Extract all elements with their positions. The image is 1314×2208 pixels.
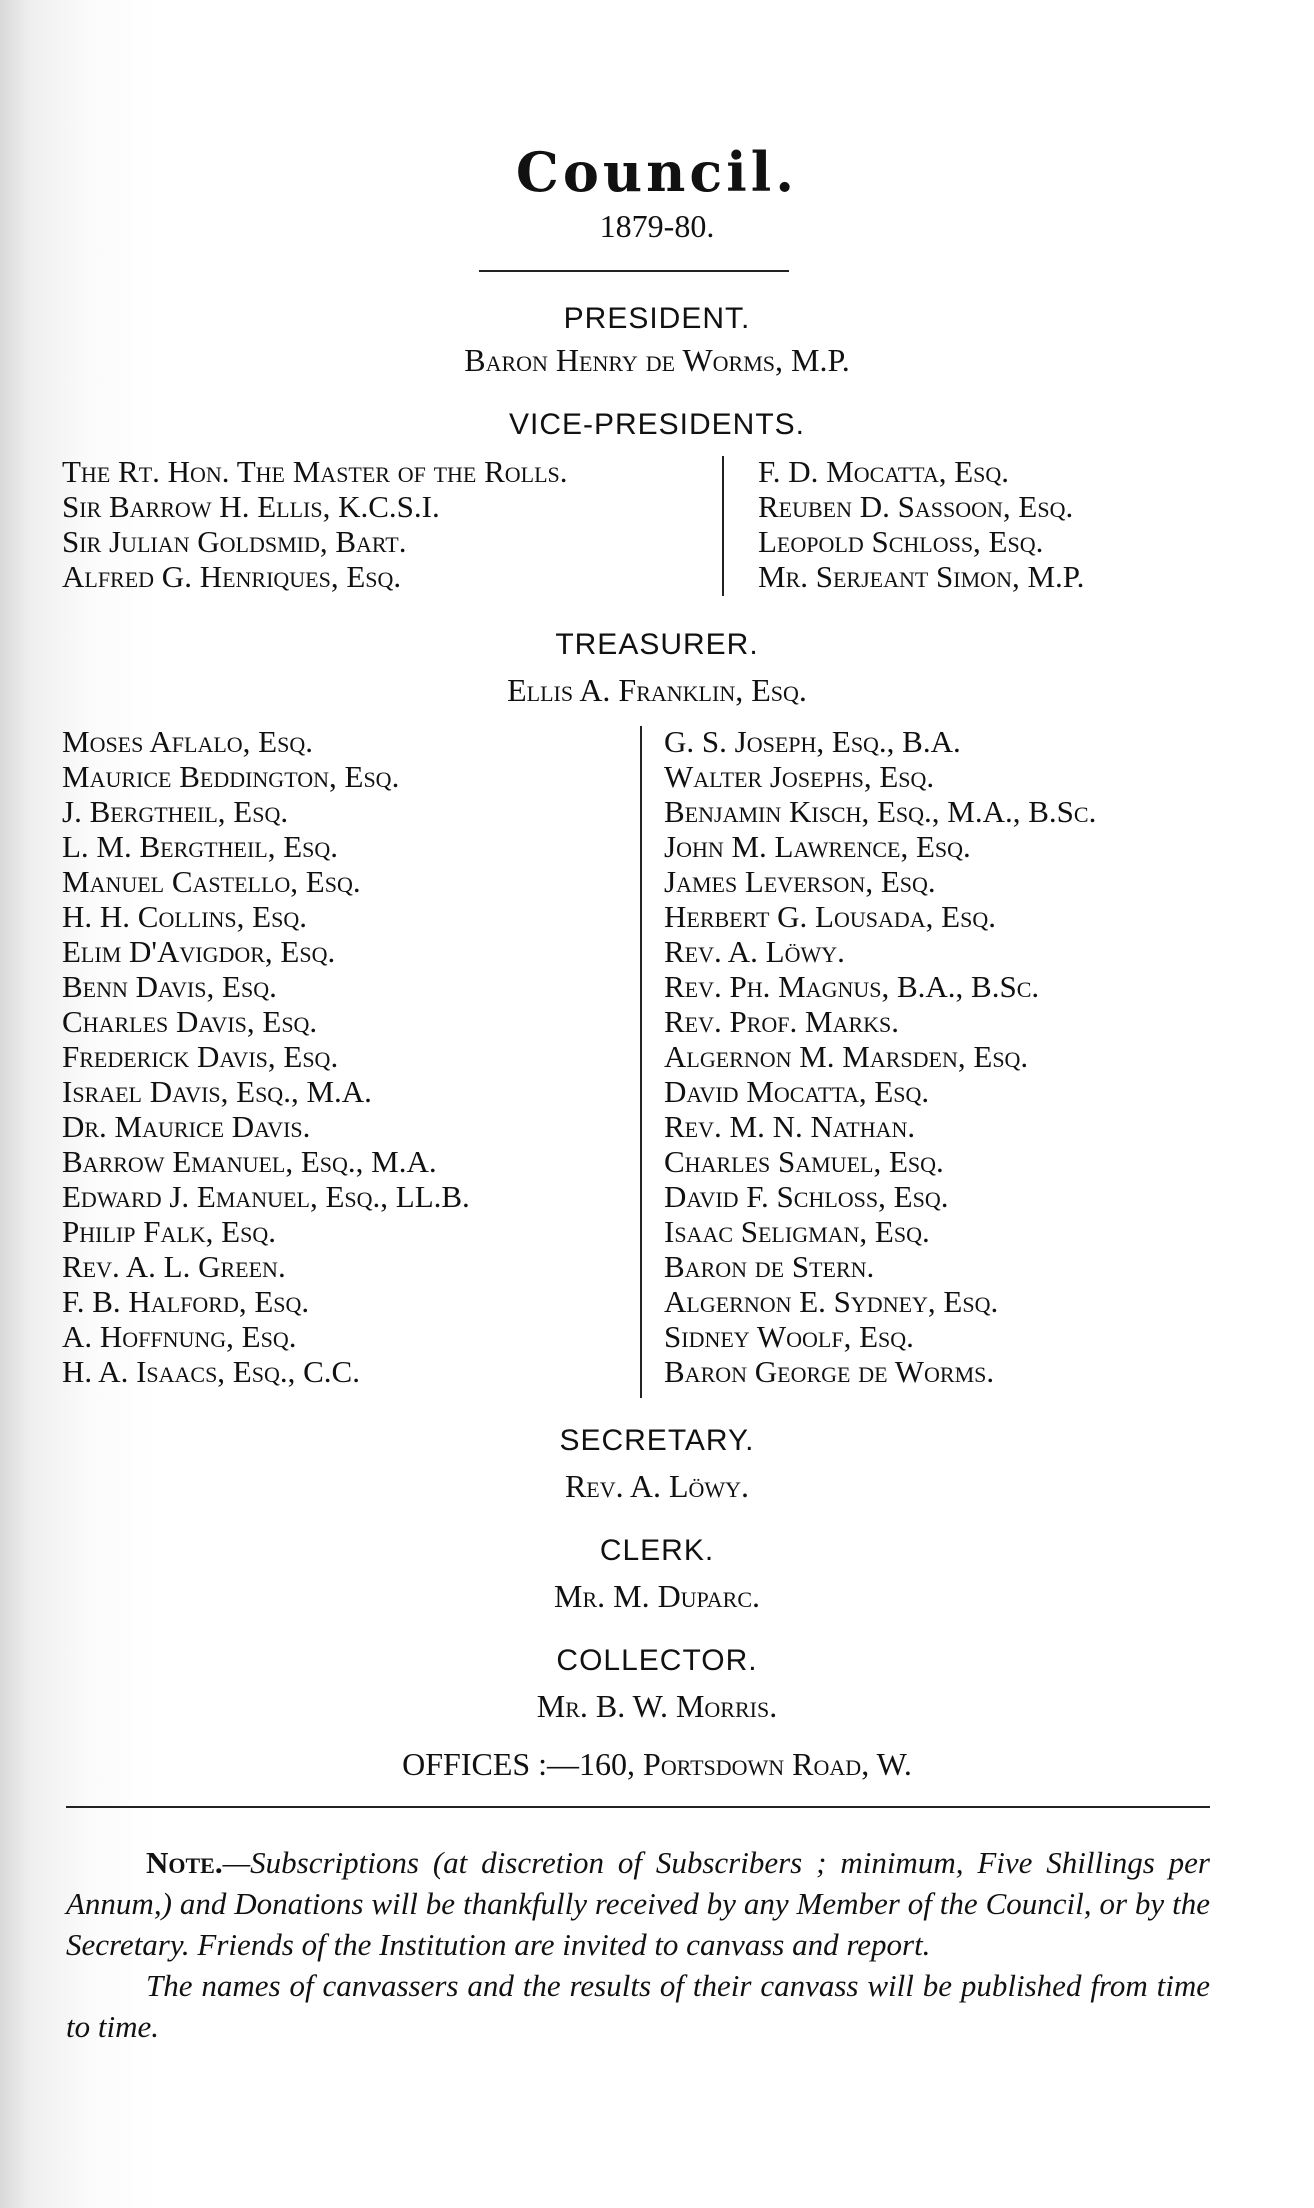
clerk-name: Mr. M. Duparc. — [553, 1578, 761, 1614]
member-entry: Charles Samuel, Esq. — [664, 1144, 944, 1179]
member-entry: Rev. Prof. Marks. — [664, 1004, 900, 1039]
member-entry: Maurice Beddington, Esq. — [62, 759, 400, 794]
member-entry: Herbert G. Lousada, Esq. — [664, 899, 996, 934]
members-divider — [640, 726, 642, 1398]
member-entry: Benjamin Kisch, Esq., M.A., B.Sc. — [664, 794, 1097, 829]
vice-president-entry: Sir Julian Goldsmid, Bart. — [62, 524, 407, 559]
note-paragraph-2: The names of canvassers and the results of their canvass will be published from time to time. — [66, 1968, 1210, 2044]
offices-address: 160, Portsdown Road, W. — [579, 1746, 912, 1782]
vice-president-entry: Mr. Serjeant Simon, M.P. — [758, 559, 1085, 594]
member-entry: Baron de Stern. — [664, 1249, 875, 1284]
secretary-name: Rev. A. Löwy. — [564, 1468, 750, 1504]
vice-presidents-divider — [722, 456, 724, 596]
member-entry: Baron George de Worms. — [664, 1354, 995, 1389]
member-entry: David F. Schloss, Esq. — [664, 1179, 949, 1214]
member-entry: Charles Davis, Esq. — [62, 1004, 318, 1039]
member-entry: Sidney Woolf, Esq. — [664, 1319, 914, 1354]
president-name: Baron Henry de Worms, M.P. — [464, 342, 850, 378]
member-entry: Moses Aflalo, Esq. — [62, 724, 313, 759]
member-entry: David Mocatta, Esq. — [664, 1074, 930, 1109]
member-entry: Walter Josephs, Esq. — [664, 759, 935, 794]
vice-presidents-right-column — [758, 454, 1084, 594]
member-entry: James Leverson, Esq. — [664, 864, 936, 899]
member-entry: L. M. Bergtheil, Esq. — [62, 829, 339, 864]
members-left-column — [62, 724, 470, 1389]
note-paragraph-1 — [66, 1842, 1210, 1965]
member-entry: Algernon E. Sydney, Esq. — [664, 1284, 999, 1319]
member-entry: Rev. M. N. Nathan. — [664, 1109, 916, 1144]
member-entry: Frederick Davis, Esq. — [62, 1039, 339, 1074]
collector-heading: COLLECTOR. — [556, 1644, 758, 1677]
treasurer-heading: TREASURER. — [555, 628, 759, 661]
member-entry: Algernon M. Marsden, Esq. — [664, 1039, 1029, 1074]
member-entry: H. A. Isaacs, Esq., C.C. — [62, 1354, 360, 1389]
member-entry: Rev. A. L. Green. — [62, 1249, 286, 1284]
note-text-1: —Subscriptions (at discretion of Subscribers ; minimum, Five Shillings per Annum,) and Donations will be thankfully received by any Member of the Council, or by the Secretary. Friends of the Institution are invited to canvass and report. — [66, 1845, 1210, 1962]
clerk-heading: CLERK. — [599, 1534, 715, 1567]
member-entry: John M. Lawrence, Esq. — [664, 829, 971, 864]
title-divider — [479, 270, 789, 272]
note-label: Note. — [146, 1845, 223, 1880]
member-entry: F. B. Halford, Esq. — [62, 1284, 310, 1319]
member-entry: Isaac Seligman, Esq. — [664, 1214, 930, 1249]
member-entry: Dr. Maurice Davis. — [62, 1109, 311, 1144]
council-years: 1879-80. — [599, 208, 715, 244]
president-heading: PRESIDENT. — [563, 302, 751, 335]
collector-name: Mr. B. W. Morris. — [536, 1688, 778, 1724]
member-entry: J. Bergtheil, Esq. — [62, 794, 289, 829]
member-entry: Rev. A. Löwy. — [664, 934, 845, 969]
member-entry: Israel Davis, Esq., M.A. — [62, 1074, 372, 1109]
secretary-heading: SECRETARY. — [559, 1424, 755, 1457]
member-entry: Rev. Ph. Magnus, B.A., B.Sc. — [664, 969, 1040, 1004]
vice-president-entry: Sir Barrow H. Ellis, K.C.S.I. — [62, 489, 440, 524]
footer-divider — [66, 1806, 1210, 1808]
page-title: Council. — [515, 140, 799, 204]
vice-presidents-left-column — [62, 454, 568, 594]
members-right-column — [664, 724, 1096, 1389]
member-entry: G. S. Joseph, Esq., B.A. — [664, 724, 961, 759]
member-entry: Elim D'Avigdor, Esq. — [62, 934, 336, 969]
vice-president-entry: F. D. Mocatta, Esq. — [758, 454, 1010, 489]
vice-president-entry: Alfred G. Henriques, Esq. — [62, 559, 402, 594]
member-entry: A. Hoffnung, Esq. — [62, 1319, 297, 1354]
member-entry: Manuel Castello, Esq. — [62, 864, 361, 899]
treasurer-name: Ellis A. Franklin, Esq. — [507, 672, 807, 708]
offices-label: OFFICES :— — [402, 1746, 580, 1782]
vice-president-entry: Reuben D. Sassoon, Esq. — [758, 489, 1074, 524]
vice-president-entry: Leopold Schloss, Esq. — [758, 524, 1044, 559]
subscription-note — [66, 1842, 1210, 2047]
member-entry: Barrow Emanuel, Esq., M.A. — [62, 1144, 437, 1179]
member-entry: Philip Falk, Esq. — [62, 1214, 276, 1249]
vice-president-entry: The Rt. Hon. The Master of the Rolls. — [62, 454, 568, 489]
offices-line — [0, 1746, 1314, 1783]
member-entry: H. H. Collins, Esq. — [62, 899, 307, 934]
member-entry: Edward J. Emanuel, Esq., LL.B. — [62, 1179, 470, 1214]
member-entry: Benn Davis, Esq. — [62, 969, 277, 1004]
vice-presidents-heading: VICE-PRESIDENTS. — [508, 408, 806, 441]
